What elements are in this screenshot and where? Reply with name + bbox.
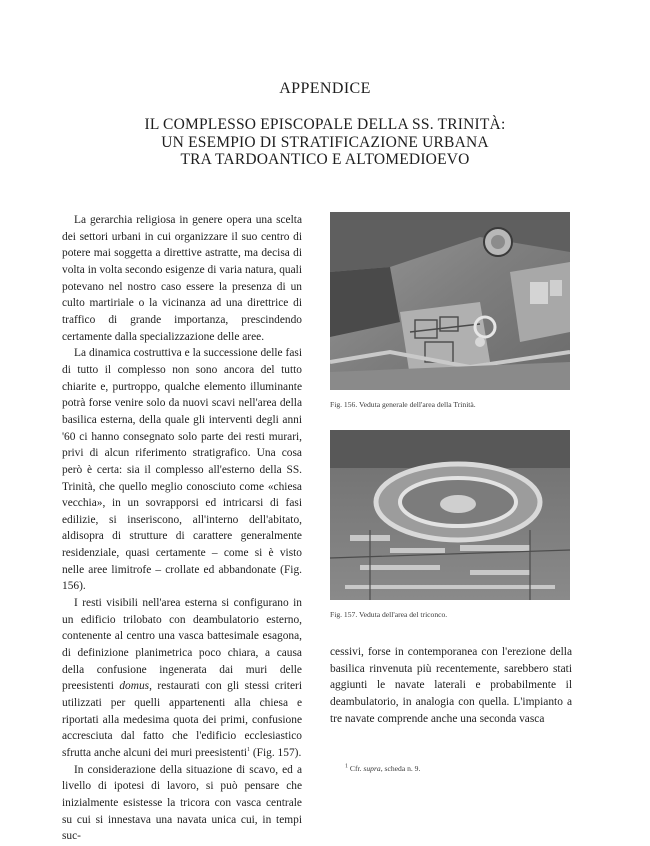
paragraph-4: In considerazione della situazione di scavo, ed a livello di ipotesi di lavoro, si può pensare che inizialmente esistesse la tricora con vasca centrale su cui si innestava una navata unica cui, in tempi suc- <box>62 763 302 843</box>
footnote-prefix: Cfr. <box>349 764 364 773</box>
left-column <box>62 212 302 845</box>
title-line-3: TRA TARDOANTICO E ALTOMEDIOEVO <box>180 151 470 168</box>
footnote-ref[interactable]: 1 <box>247 747 251 754</box>
appendix-title: APPENDICE <box>279 80 371 97</box>
paragraph-3-text-c: (Fig. 157). <box>250 747 302 759</box>
paragraph-3-text-b: , restaurati con gli stessi criteri utilizzati per quelli appartenenti alla chiesa e riportati alla medesima quota dei primi, confusione accresciuta dal fatto che l'edificio ecclesiastico sfrutta anche alcuni dei muri preesistenti <box>62 680 302 759</box>
chapter-title <box>0 116 650 169</box>
title-line-1: IL COMPLESSO EPISCOPALE DELLA SS. TRINITÀ: <box>144 116 506 133</box>
right-column <box>330 644 572 727</box>
paragraph-3-text-a: I resti visibili nell'area esterna si configurano in un edificio trilobato con deambulatorio esterno, contenente al centro una vasca battesimale esagona, di definizione planimetrica poco chiara, a causa della confusione ingenerata dai muri delle preesistenti <box>62 597 302 693</box>
title-line-2: UN ESEMPIO DI STRATIFICAZIONE URBANA <box>161 133 489 151</box>
footnote <box>345 764 420 773</box>
figure-157 <box>330 430 570 630</box>
right-paragraph-1: cessivi, forse in contemporanea con l'erezione della basilica rinvenuta più recentemente, sarebbero stati aggiunti le navate laterali e probabilmente il deambulatorio, in analogia con quella. L'impianto a tre navate comprende anche una seconda vasca <box>330 646 572 725</box>
paragraph-1: La gerarchia religiosa in genere opera una scelta dei settori urbani in cui organizzare il suo centro di potere mai soggetta a direttive astratte, ma decisa di volta in volta secondo esigenze di varia natura, quali potevano nel nostro caso essere la presenza di un culto martiriale o la vicinanza ad una direttrice di traffico di grande importanza, prescindendo certamente dalla specializzazione delle aree. <box>62 214 302 343</box>
footnote-supra: supra <box>363 764 381 773</box>
footnote-number: 1 <box>345 763 348 770</box>
figure-156-caption: Fig. 156. Veduta generale dell'area della Trinità. <box>330 400 476 409</box>
paragraph-2: La dinamica costruttiva e la successione delle fasi di tutto il complesso non sono ancora del tutto chiarite e, purtroppo, qualche elemento illuminante potrà forse venire solo da nuovi scavi nell'area della basilica esterna, della quale gli interventi degli anni '60 ci hanno consegnato solo parte dei resti murari, privi di alcun riferimento stratigrafico. Una cosa però è certa: sia il complesso all'esterno della SS. Trinità, che quello meglio conosciuto come «chiesa vecchia», in un sovrapporsi ed intricarsi di fasi edilizie, si inseriscono, all'interno dell'abitato, aldisopra di strutture di carattere generalmente residenziale, quasi certamente – come si è visto nelle aree limitrofe – crollate ed abbandonate (Fig. 156). <box>62 347 302 593</box>
aerial-photo <box>330 212 570 390</box>
figure-156 <box>330 212 570 412</box>
figure-157-caption: Fig. 157. Veduta dell'area del triconco. <box>330 610 448 619</box>
triconch-photo <box>330 430 570 600</box>
paragraph-3 <box>62 595 302 762</box>
footnote-suffix: , scheda n. 9. <box>380 764 421 773</box>
domus-term: domus <box>119 680 150 693</box>
